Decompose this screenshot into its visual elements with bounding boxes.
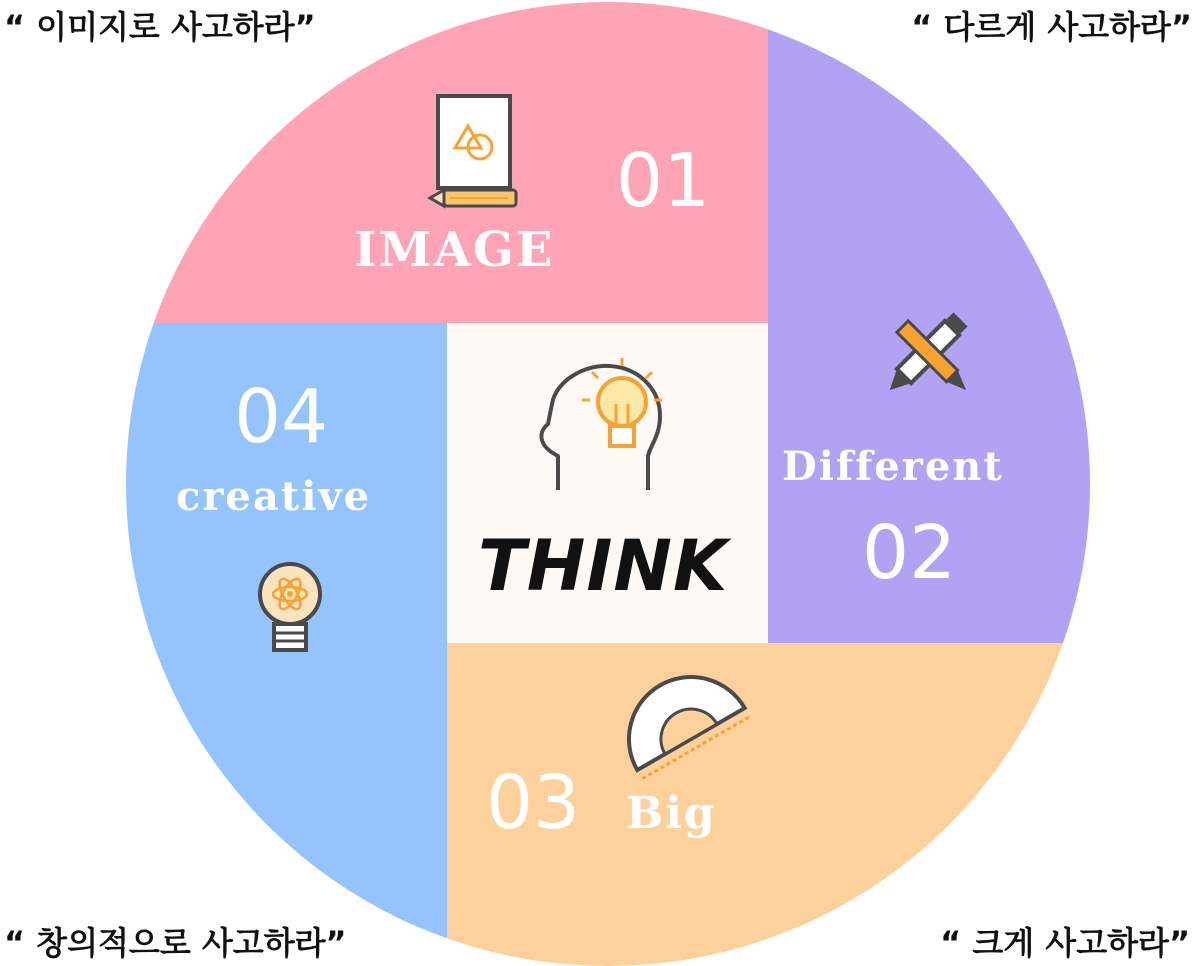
segment-word-different: Different — [782, 443, 1004, 490]
segment-number-04: 04 — [234, 374, 329, 460]
drawing-pencil-icon — [430, 96, 516, 206]
quote-creative: “ 창의적으로 사고하라” — [4, 924, 347, 962]
segment-different — [768, 0, 1196, 643]
segment-creative — [0, 323, 447, 966]
quote-different: “ 다르게 사고하라” — [911, 8, 1192, 46]
segment-number-02: 02 — [862, 510, 957, 596]
quote-image: “ 이미지로 사고하라” — [4, 8, 316, 46]
segment-word-big: Big — [626, 788, 717, 839]
center-think-label: THINK — [478, 525, 729, 607]
segment-word-creative: creative — [176, 473, 372, 520]
segment-number-03: 03 — [486, 760, 581, 846]
segment-number-01: 01 — [616, 138, 711, 224]
quote-big: “ 크게 사고하라” — [940, 924, 1190, 962]
segment-word-image: IMAGE — [354, 222, 555, 278]
